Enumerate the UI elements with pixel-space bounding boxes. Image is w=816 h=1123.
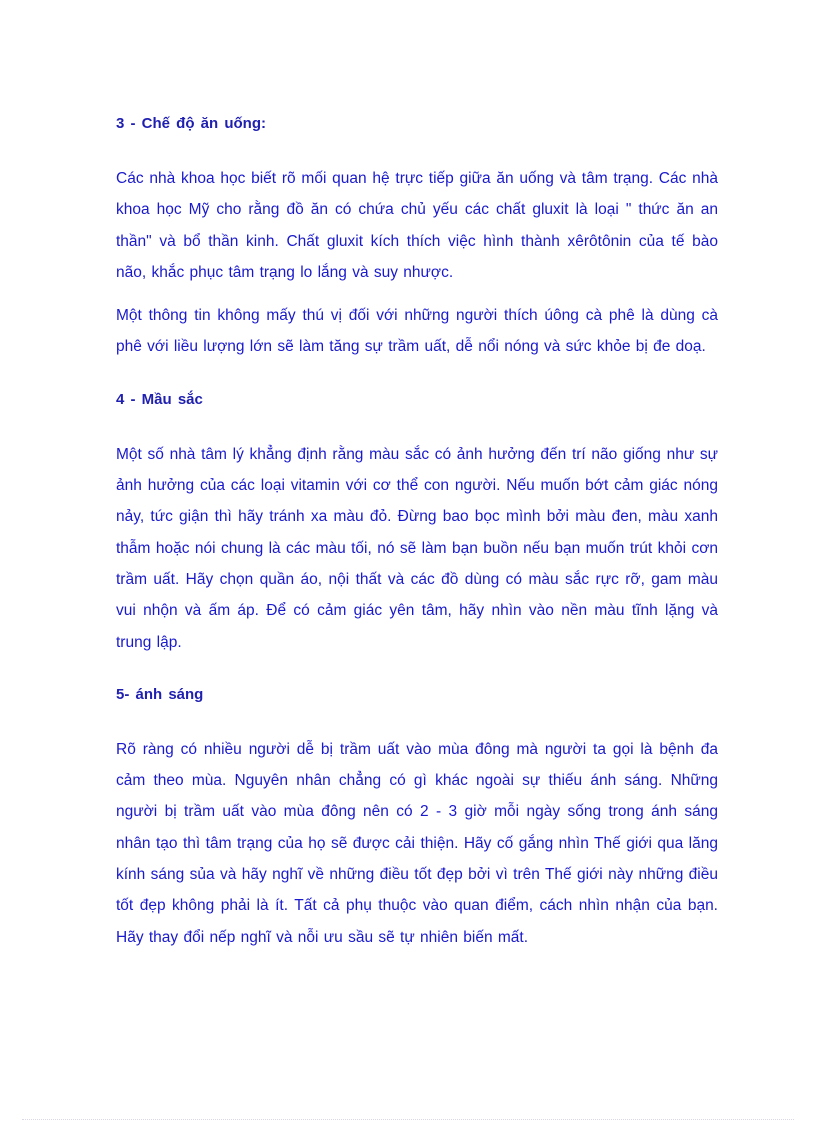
section-5-paragraph-1: Rõ ràng có nhiều người dễ bị trầm uất vào mùa đông mà người ta gọi là bệnh đa cảm theo mùa. Nguyên nhân chẳng có gì khác ngoài sự thiếu ánh sáng. Những người bị trầm uất vào mùa đông nên có 2 - 3 giờ mỗi ngày sống trong ánh sáng nhân tạo thì tâm trạng của họ sẽ được cải thiện. Hãy cố gắng nhìn Thế giới qua lăng kính sáng sủa và hãy nghĩ về những điều tốt đẹp bởi vì trên Thế giới này những điều tốt đẹp không phải là ít. Tất cả phụ thuộc vào quan điểm, cách nhìn nhận của bạn. Hãy thay đổi nếp nghĩ và nỗi ưu sầu sẽ tự nhiên biến mất. (116, 740, 718, 946)
document-body (116, 112, 718, 953)
section-4-paragraph-1: Một số nhà tâm lý khẳng định rằng màu sắc có ảnh hưởng đến trí não giống như sự ảnh hưởng của các loại vitamin với cơ thể con người. Nếu muốn bớt cảm giác nóng nảy, tức giận thì hãy tránh xa màu đỏ. Đừng bao bọc mình bởi màu đen, màu xanh thẫm hoặc nói chung là các màu tối, nó sẽ làm bạn buồn nếu bạn muốn trút khỏi cơn trầm uất. Hãy chọn quần áo, nội thất và các đồ dùng có màu sắc rực rỡ, gam màu vui nhộn và ấm áp. Để có cảm giác yên tâm, hãy nhìn vào nền màu tĩnh lặng và trung lập. (116, 445, 718, 651)
page-bottom-divider (22, 1119, 794, 1120)
section-4-heading: 4 - Mầu sắc (116, 390, 203, 408)
section-3-paragraph-2: Một thông tin không mấy thú vị đối với những người thích úông cà phê là dùng cà phê với liều lượng lớn sẽ làm tăng sự trầm uất, dễ nổi nóng và sức khỏe bị đe doạ. (116, 307, 718, 356)
section-3-heading: 3 - Chế độ ăn uống: (116, 115, 266, 132)
section-5-heading: 5- ánh sáng (116, 685, 204, 703)
section-3-paragraph-1: Các nhà khoa học biết rõ mối quan hệ trực tiếp giữa ăn uống và tâm trạng. Các nhà khoa học Mỹ cho rằng đồ ăn có chứa chủ yếu các chất gluxit là loại " thức ăn an thần" và bổ thần kinh. Chất gluxit kích thích việc hình thành xêrôtônin của tế bào não, khắc phục tâm trạng lo lắng và suy nhược. (116, 170, 718, 281)
